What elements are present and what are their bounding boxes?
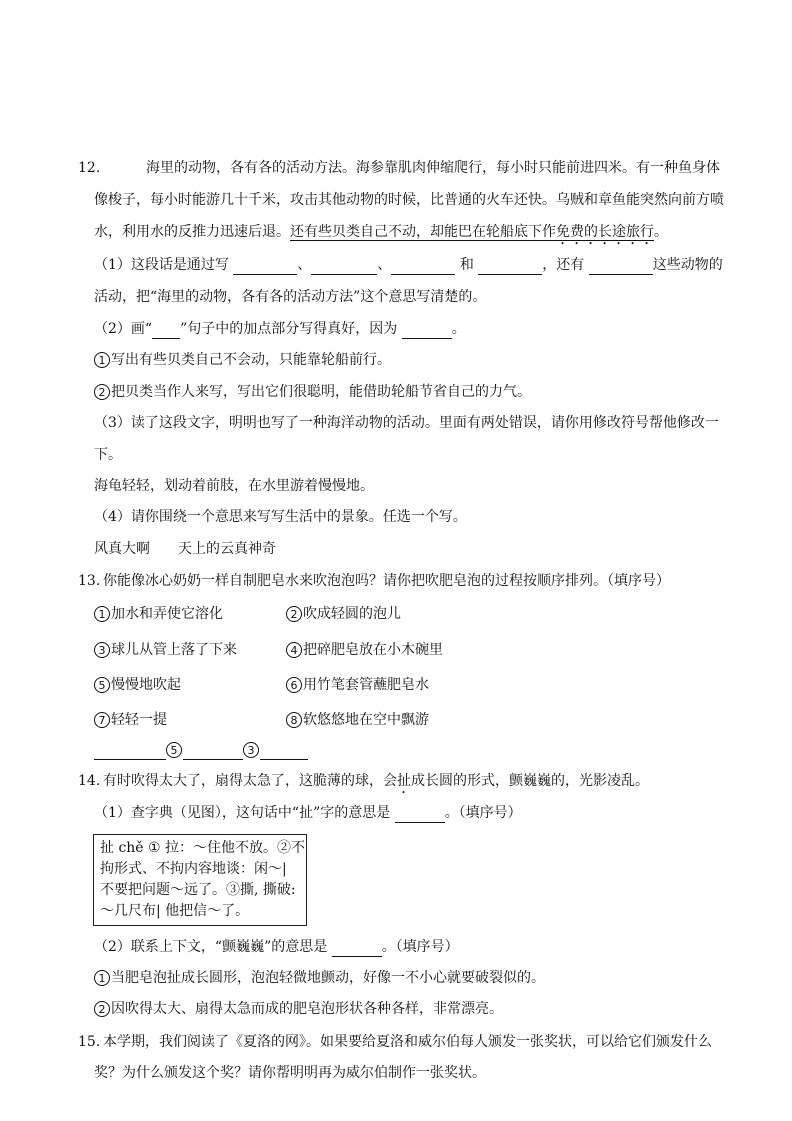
option-number-circle: 1 (94, 606, 110, 622)
q12-underlined-sentence: 还有些贝类自己不动，却能巴在轮船底下作 (290, 224, 556, 240)
q12-passage-end: 。 (654, 224, 668, 240)
q13-answer-blank-1[interactable] (94, 743, 166, 760)
q14-sub2-text-b: 。（填序号） (381, 939, 459, 955)
q13-item-text: 球儿从管上落了下来 (111, 642, 237, 658)
q12-passage-line-1: 海里的动物，各有各的活动方法。海参靠肌肉伸缩爬行，每小时只能前进四米。有一种鱼身体 (146, 160, 720, 176)
q12-sub3-sentence: 海龟轻轻，划动着前肢，在水里游着慢慢地。 (94, 478, 374, 494)
q12-sub1-line-2: 活动，把“海里的动物，各有各的活动方法”这个意思写清楚的。 (94, 289, 487, 305)
dict-line-2: 拘形式、不拘内容地谈：闲～| (100, 861, 287, 877)
q13-item-2 (286, 604, 401, 624)
q13-answer-blank-3[interactable] (260, 743, 308, 760)
q14-sub1-text-b: 。（填序号） (444, 805, 522, 821)
option-number-circle: 3 (243, 742, 259, 758)
q12-sub2-text-b: ”句子中的加点部分写得真好，因为 (180, 321, 398, 337)
q13-item-text: 轻轻一提 (111, 712, 167, 728)
q14-sub2 (94, 937, 459, 957)
q13-answer-row (94, 740, 308, 760)
q12-sub4: （4）请你围绕一个意思来写写生活中的景象。任选一个写。 (94, 509, 467, 525)
q13-item-3 (94, 640, 237, 660)
q13-item-7 (94, 710, 167, 730)
option-number-circle: 1 (94, 970, 110, 986)
q14-number: 14. (78, 773, 101, 789)
q14-sub1-text-a: （1）查字典（见图），这句话中“扯”字的意思是 (94, 805, 391, 821)
q12-sub1-sep-1: 、 (297, 257, 312, 273)
option-number-circle: 2 (94, 384, 110, 400)
option-number-circle: 2 (286, 606, 302, 622)
option-number-circle: 1 (94, 352, 110, 368)
option-number-circle: 8 (286, 712, 302, 728)
q12-sub1-and: 和 (459, 257, 474, 273)
q14-sub2-text-a: （2）联系上下文，“颤巍巍”的意思是 (94, 939, 328, 955)
q14-dotted-char: 扯 (397, 773, 411, 789)
dict-line-1: 扯 chě ① 拉：～住他不放。②不 (100, 840, 306, 856)
q12-option-1-text: 写出有些贝类自己不会动，只能靠轮船前行。 (111, 352, 391, 368)
option-number-circle: 6 (286, 677, 302, 693)
option-number-circle: 5 (94, 677, 110, 693)
dictionary-entry-box (93, 834, 307, 926)
q12-passage-plain: 水，利用水的反推力迅速后退。 (94, 224, 290, 240)
q15-line-1: 本学期，我们阅读了《夏洛的网》。如果要给夏洛和威尔伯每人颁发一张奖状，可以给它们颁发什么 (103, 1034, 712, 1050)
q12-passage-line-3 (94, 222, 668, 248)
q12-sub2-mark (152, 322, 180, 339)
q12-sub1-blank-4[interactable] (478, 258, 542, 275)
q14-sub1-blank[interactable] (395, 806, 445, 823)
q12-sub2-blank[interactable] (402, 322, 452, 339)
q15-number: 15. (78, 1034, 101, 1050)
option-number-circle: 5 (166, 742, 182, 758)
q12-sub2-option-2 (94, 382, 531, 402)
q13-number: 13. (78, 573, 101, 589)
q12-sub1-also: ，还有 (542, 257, 585, 273)
q13-item-5 (94, 675, 181, 695)
q14-option-1-text: 当肥皂泡扯成长圆形，泡泡轻微地颤动，好像一不小心就要破裂似的。 (111, 970, 545, 986)
q12-sub3-line-2: 下。 (94, 447, 122, 463)
q12-passage-line-2: 像梭子，每小时能游几十千米，攻击其他动物的时候，比普通的火车还快。乌贼和章鱼能突然向前方喷 (94, 192, 724, 208)
option-number-circle: 2 (94, 1001, 110, 1017)
q14-passage (103, 771, 649, 797)
q13-item-6 (286, 675, 429, 695)
q12-sub1 (94, 255, 723, 275)
q13-item-8 (286, 710, 429, 730)
q12-sub4-options: 风真大啊 天上的云真神奇 (94, 541, 276, 557)
q13-item-1 (94, 604, 223, 624)
dict-line-3: 不要把问题～远了。③撕, 撕破: (100, 882, 296, 898)
q13-item-text: 用竹笔套管蘸肥皂水 (303, 677, 429, 693)
q12-sub2-option-1 (94, 350, 391, 370)
option-number-circle: 3 (94, 642, 110, 658)
dict-line-4: ～几尺布| 他把信～了。 (100, 903, 250, 919)
q12-sub2-text-c: 。 (451, 321, 466, 337)
q13-item-text: 软悠悠地在空中飘游 (303, 712, 429, 728)
option-number-circle: 4 (286, 642, 302, 658)
q12-sub1-text: （1）这段话是通过写 (94, 257, 229, 273)
q13-item-4 (286, 640, 443, 660)
q12-sub1-blank-5[interactable] (589, 258, 653, 275)
option-number-circle: 7 (94, 712, 110, 728)
q12-option-2-text: 把贝类当作人来写，写出它们很聪明，能借助轮船节省自己的力气。 (111, 384, 531, 400)
q12-sub1-sep-2: 、 (377, 257, 392, 273)
q14-passage-b: 成长圆的形式，颤巍巍的，光影凌乱。 (411, 773, 649, 789)
q12-sub2-text-a: （2）画“ (94, 321, 153, 337)
q14-passage-a: 有时吹得太大了，扇得太急了，这脆薄的球，会 (103, 773, 397, 789)
q13-item-text: 加水和弄使它溶化 (111, 606, 223, 622)
q14-sub1 (94, 803, 522, 823)
q12-dotted-phrase: 免费的长途旅行 (556, 224, 654, 240)
q15-line-2: 奖？为什么颁发这个奖？请你帮明明再为威尔伯制作一张奖状。 (94, 1065, 486, 1081)
q12-sub1-blank-3[interactable] (391, 258, 455, 275)
q12-number: 12. (78, 160, 101, 176)
q13-item-text: 把碎肥皂放在小木碗里 (303, 642, 443, 658)
q14-option-2-text: 因吹得太大、扇得太急而成的肥皂泡形状各种各样，非常漂亮。 (111, 1001, 503, 1017)
q12-sub1-blank-1[interactable] (233, 258, 297, 275)
q14-option-2 (94, 999, 503, 1019)
q13-title: 你能像冰心奶奶一样自制肥皂水来吹泡泡吗？请你把吹肥皂泡的过程按顺序排列。（填序号） (103, 573, 670, 589)
q13-answer-blank-2[interactable] (183, 743, 243, 760)
q12-sub1-tail: 这些动物的 (652, 257, 723, 273)
q12-sub2 (94, 319, 466, 339)
q14-sub2-blank[interactable] (332, 940, 382, 957)
q13-item-text: 慢慢地吹起 (111, 677, 181, 693)
q12-sub3-line-1: （3）读了这段文字，明明也写了一种海洋动物的活动。里面有两处错误，请你用修改符号帮他修改一 (94, 415, 719, 431)
q12-sub1-blank-2[interactable] (311, 258, 377, 275)
q13-item-text: 吹成轻圆的泡儿 (303, 606, 401, 622)
q14-option-1 (94, 968, 545, 988)
